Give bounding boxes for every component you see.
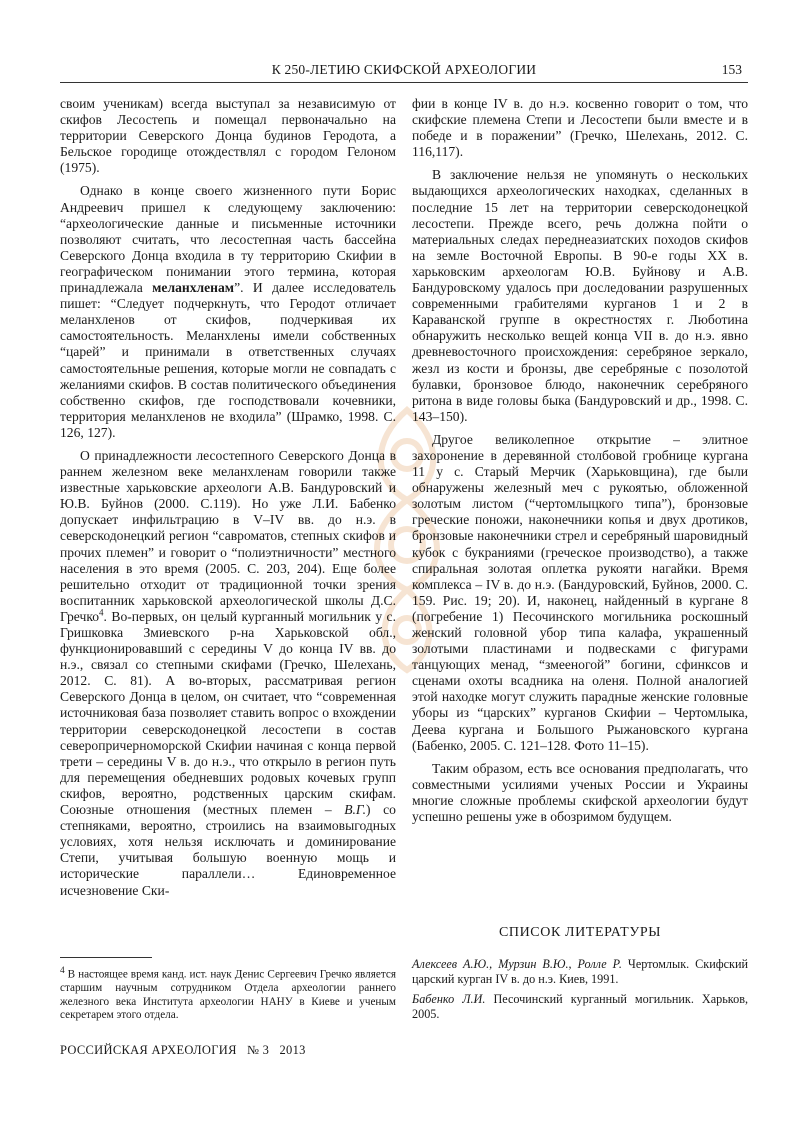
footnote-mark: 4: [60, 966, 65, 976]
paragraph: Таким образом, есть все основания предполагать, что совместными усилиями ученых России и Украины многие сложные проблемы скифской археологии будут успешно решены уже в обозримом будущем.: [412, 760, 748, 825]
page-number: 153: [721, 62, 742, 77]
header-title: К 250-ЛЕТИЮ СКИФСКОЙ АРХЕОЛОГИИ: [271, 62, 537, 77]
references-list: [412, 957, 748, 1027]
right-column: [412, 96, 748, 832]
left-column: [60, 96, 396, 906]
footnote-divider: [60, 957, 152, 958]
paragraph: фии в конце IV в. до н.э. косвенно говорит о том, что скифские племена Степи и Лесостепи были вместе и в победе и в поражении” (Гречко, Шелехань, 2012. С. 116,117).: [412, 96, 748, 160]
paragraph: О принадлежности лесостепного Северского Донца в раннем железном веке меланхленам говорили также известные харьковские археологи А.В. Бандуровский и Ю.В. Буйнов (2000. С.119). Но уже Л.И. Бабенко допускает инфильтрацию в V–IV вв. до н.э. в северскодонецкий регион “савроматов, степных скифов и прочих племен” и говорит о “полиэтничности” местного населения в это время (2005. С. 203, 204). Еще более решительно отходит от традиционной точки зрения воспитанник харьковской археологической школы Д.С. Гречко$^4$. Во-первых, он целый курганный могильник у с. Гришковка Змиевского р-на Харьковской обл., функционировавший с середины V до конца IV вв. до н.э., связал со степными скифами (Гречко, Шелехань, 2012. С. 81). А во-вторых, рассматривая регион Северского Донца в целом, он считает, что “современная источниковая база позволяет ставить вопрос о вхождении территории северскодонецкой лесостепи в состав северопричерноморской Скифии начиная с конца первой трети – середины V в. до н.э., что открыло в регион путь для перемещения обедневших родовых кочевых групп скифов, вероятно, родственных царским скифам. Союзные отношения (местных племен – В.Г.) со степняками, вероятно, строились на взаимовыгодных условиях, хотя нельзя исключать и доминирование Степи, учитывая большую военную мощь и исторические параллели… Единовременное исчезновение Ски-: [60, 447, 396, 898]
bold-term: меланхленам: [152, 280, 235, 296]
footnote: $^4$ В настоящее время канд. ист. наук Денис Сергеевич Гречко является старшим научным сотрудником Отдела археологии раннего железного века Института археологии НАНУ в Киеве и ученым секретарем этого отдела.: [60, 966, 396, 1022]
running-header: [60, 62, 748, 83]
footnote-reference[interactable]: 4: [99, 607, 104, 618]
reference-item: Алексеев А.Ю., Мурзин В.Ю., Ролле Р. Чертомлык. Скифский царский курган IV в. до н.э. Киев, 1991.: [412, 957, 749, 986]
references-heading: СПИСОК ЛИТЕРАТУРЫ: [498, 925, 662, 940]
paragraph: Однако в конце своего жизненного пути Борис Андреевич пришел к следующему заключению: “археологические данные и письменные источники позволяют считать, что лесостепная часть бассейна Северского Донца входила в ту территорию Скифии в географическом понимании этого термина, которая принадлежала меланхленам”. И далее исследователь пишет: “Следует подчеркнуть, что Геродот отличает меланхленов от скифов, подчеркивая их самостоятельность. Меланхлены имели собственных “царей” и принимали в ответственных случаях самостоятельные решения, которые могли не совпадать с желаниями скифов. В состав политического объединения собственно скифов, где господствовали кочевники, территория меланхленов не входила” (Шрамко, 1998. С. 126, 127).: [60, 183, 396, 440]
reference-item: Бабенко Л.И. Песочинский курганный могильник. Харьков, 2005.: [412, 992, 748, 1021]
journal-footer: РОССИЙСКАЯ АРХЕОЛОГИЯ № 3 2013: [60, 1043, 306, 1057]
paragraph: своим ученикам) всегда выступал за независимую от скифов Лесостепь и помещал первоначально на территории Северского Донца будинов Геродота, а Бельское городище отождествлял с городом Гелоном (1975).: [60, 96, 396, 176]
paragraph: В заключение нельзя не упомянуть о нескольких выдающихся археологических находках, сделанных в последние 15 лет на территории северскодонецкой лесостепи. Прежде всего, речь должна пойти о материальных следах переднеазиатских походов скифов на земле Восточной Европы. В 90-е годы XX в. харьковским археологам Ю.В. Буйнову и А.В. Бандуровскому удалось при доследовании разрушенных современными грабителями курганов 1 и 2 в Караванской группе в окрестностях г. Люботина обнаружить несколько вещей конца VII в. до н.э. явно древневосточного происхождения: серебряное зеркало, жезл из кости и бронзы, две серебряные с позолотой булавки, бронзовое блюдо, наконечник серебряного ритона в виде головы быка (Бандуровский и др., 1998. С. 143–150).: [412, 167, 748, 424]
paragraph: Другое великолепное открытие – элитное захоронение в деревянной столбовой гробнице кургана 11 у с. Старый Мерчик (Харьковщина), где были обнаружены железный меч с рукоятью, обложенной золотым листом (“чертомлыцкого типа”), бронзовые греческие поножи, наконечники копья и двух дротиков, бронзовые наконечники стрел и серебряный шаровидный кубок с букраниями (греческое производство), а также спиральная золотая оплетка рукояти нагайки. Время комплекса – IV в. до н.э. (Бандуровский, Буйнов, 2000. С. 159. Рис. 19; 20). И, наконец, найденный в кургане 8 (погребение 1) Песочинского могильника роскошный женский головной убор типа калафа, украшенный золотыми пластинами и подвесками с фигурами танцующих менад, “змееногой” богини, сфинксов и сценами охоты всадника на оленя. Полной аналогией этой находке могут служить парадные женские головные уборы из “царских” курганов Скифии – Чертомлыка, Деева кургана и Большого Рыжановского кургана (Бабенко, 2005. С. 121–128. Фото 11–15).: [412, 431, 748, 753]
